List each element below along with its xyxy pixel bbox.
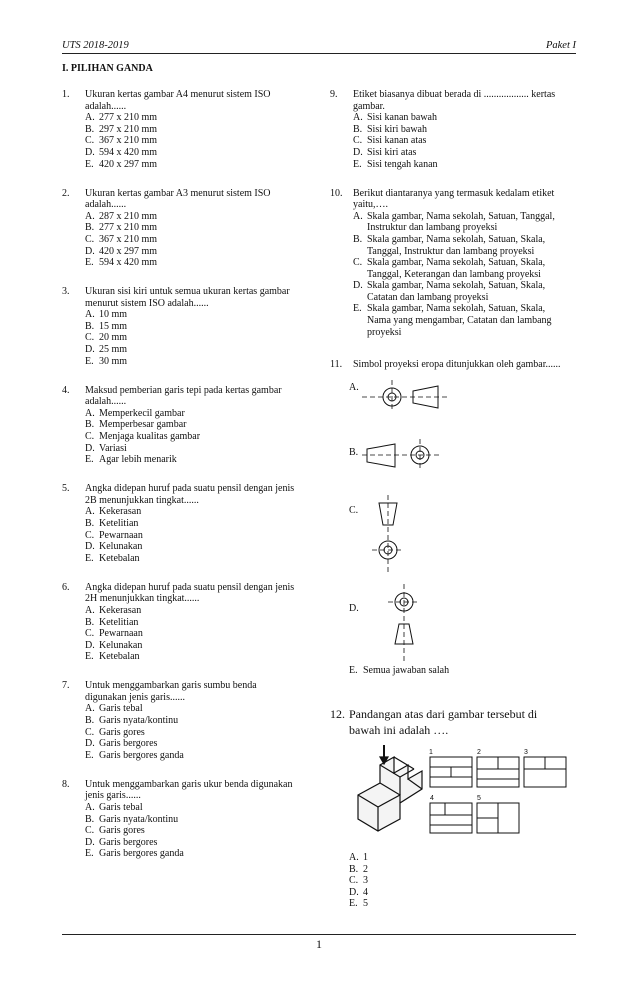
answer-option xyxy=(353,112,582,124)
view-option-drawings xyxy=(430,757,566,833)
answer-option xyxy=(85,257,314,269)
q11-label-d: D. xyxy=(349,603,359,614)
option-text: Skala gambar, Nama sekolah, Satuan, Skala, xyxy=(367,303,546,315)
option-letter: C. xyxy=(85,825,95,837)
question-item xyxy=(62,779,314,860)
question-11 xyxy=(330,359,582,371)
option-text: Kekerasan xyxy=(99,604,142,616)
option-letter: A. xyxy=(85,506,95,518)
figure-label-5: 5 xyxy=(477,795,481,802)
option-text: Garis bergores ganda xyxy=(99,749,184,761)
answer-option xyxy=(349,887,368,899)
question-text-line: bawah ini adalah …. xyxy=(349,723,449,737)
option-text: 277 x 210 mm xyxy=(99,222,158,234)
question-12 xyxy=(330,706,580,738)
figure-label-1: 1 xyxy=(429,749,433,756)
footer-rule xyxy=(62,934,576,935)
option-letter: B. xyxy=(353,123,363,135)
answer-option xyxy=(85,518,314,530)
option-letter: E. xyxy=(85,651,94,663)
option-text: Garis tebal xyxy=(99,802,143,814)
question-text-line: Berikut diantaranya yang termasuk kedalam etiket xyxy=(353,187,555,199)
projection-symbol-a xyxy=(360,378,450,414)
option-text: Tanggal, Instruktur dan lambang proyeksi xyxy=(367,245,535,257)
option-letter: A. xyxy=(85,407,95,419)
answer-option xyxy=(85,408,314,420)
option-letter: E. xyxy=(85,749,94,761)
option-text: Skala gambar, Nama sekolah, Satuan, Skala, xyxy=(367,233,546,245)
option-letter: B. xyxy=(85,715,95,727)
option-text: Garis bergores xyxy=(99,738,158,750)
answer-option xyxy=(85,159,314,171)
option-text: Sisi kiri atas xyxy=(367,146,417,158)
answer-option xyxy=(85,222,314,234)
question-text-line: Etiket biasanya dibuat berada di .................. kertas xyxy=(353,89,556,100)
answer-option xyxy=(85,112,314,124)
option-text: 277 x 210 mm xyxy=(99,112,158,124)
question-text-line: Untuk menggambarkan garis ukur benda digunakan xyxy=(85,778,293,790)
question-number: 1. xyxy=(62,89,70,100)
option-text: Agar lebih menarik xyxy=(99,454,177,466)
answer-option xyxy=(85,321,314,333)
option-text: Garis gores xyxy=(99,726,145,738)
header-exam-title: UTS 2018-2019 xyxy=(62,40,129,51)
question-item xyxy=(330,188,582,339)
answer-option xyxy=(85,750,314,762)
question-text-line: Ukuran kertas gambar A3 menurut sistem ISO xyxy=(85,187,271,199)
option-text: 594 x 420 mm xyxy=(99,146,158,158)
option-text: Ketelitian xyxy=(99,616,139,628)
answer-option xyxy=(349,898,368,910)
option-letter: B. xyxy=(85,419,95,431)
option-letter: B. xyxy=(349,863,359,875)
answer-option xyxy=(85,715,314,727)
page-number: 1 xyxy=(316,937,322,951)
option-text: Ketebalan xyxy=(99,552,140,564)
option-letter: C. xyxy=(349,875,359,886)
option-text: 297 x 210 mm xyxy=(99,123,158,135)
option-text: 367 x 210 mm xyxy=(99,233,158,245)
option-letter: E. xyxy=(85,355,94,367)
answer-option xyxy=(85,640,314,652)
header-package: Paket I xyxy=(545,40,576,51)
option-letter: D. xyxy=(85,146,95,158)
question-item xyxy=(62,680,314,761)
option-text: Garis gores xyxy=(99,825,145,837)
question-item xyxy=(62,582,314,663)
option-text: 15 mm xyxy=(99,320,128,332)
question-text-line: Ukuran kertas gambar A4 menurut sistem ISO xyxy=(85,89,271,100)
question-text-line: Ukuran sisi kiri untuk semua ukuran kertas gambar xyxy=(85,286,290,298)
option-letter: A. xyxy=(353,210,363,222)
question-text-line: Angka didepan huruf pada suatu pensil dengan jenis xyxy=(85,483,295,495)
option-text: 10 mm xyxy=(99,309,128,321)
option-letter: D. xyxy=(85,245,95,257)
option-text: Sisi kanan bawah xyxy=(367,112,437,124)
option-text: Menjaga kualitas gambar xyxy=(99,431,201,443)
option-text: 2 xyxy=(363,863,368,875)
answer-option xyxy=(353,147,582,159)
answer-option xyxy=(353,135,582,147)
answer-option xyxy=(85,825,314,837)
option-letter: E. xyxy=(85,552,94,564)
answer-option xyxy=(85,628,314,640)
option-text: Nama yang mengambar, Catatan dan lambang xyxy=(367,315,552,327)
projection-symbol-b xyxy=(362,437,442,473)
answer-option xyxy=(349,875,368,887)
question-text-line: adalah...... xyxy=(85,199,127,211)
answer-option xyxy=(85,848,314,860)
option-text: Garis tebal xyxy=(99,703,143,715)
option-letter: B. xyxy=(85,616,95,628)
question-item xyxy=(62,89,314,170)
q11-option-e: E. Semua jawaban salah xyxy=(349,665,450,676)
q11-label-b: B. xyxy=(349,447,359,458)
option-text: 287 x 210 mm xyxy=(99,210,158,222)
option-letter: C. xyxy=(85,332,95,344)
question-text-line: Untuk menggambarkan garis sumbu benda xyxy=(85,680,257,692)
answer-option xyxy=(85,651,314,663)
answer-option xyxy=(353,211,582,234)
question-number: 12. xyxy=(330,707,345,721)
question-number: 5. xyxy=(62,483,70,495)
answer-option xyxy=(85,506,314,518)
option-letter: C. xyxy=(85,628,95,640)
option-letter: A. xyxy=(85,703,95,715)
option-letter: C. xyxy=(85,233,95,245)
question-text-line: Maksud pemberian garis tepi pada kertas gambar xyxy=(85,384,282,396)
question-number: 2. xyxy=(62,187,70,199)
option-letter: E. xyxy=(353,158,362,170)
option-text: Ketebalan xyxy=(99,651,140,663)
answer-option xyxy=(85,837,314,849)
figure-label-3: 3 xyxy=(524,749,528,756)
question-text-line: adalah...... xyxy=(85,396,127,408)
question-item xyxy=(62,483,314,564)
q11-label-c: C. xyxy=(349,505,359,516)
option-text: Sisi kiri bawah xyxy=(367,123,427,135)
answer-option xyxy=(85,802,314,814)
option-text: Skala gambar, Nama sekolah, Satuan, Skala, xyxy=(367,257,546,269)
option-letter: C. xyxy=(85,529,95,541)
option-text: 594 x 420 mm xyxy=(99,257,158,269)
option-text: Garis bergores xyxy=(99,836,158,848)
option-letter: B. xyxy=(85,813,95,825)
answer-option xyxy=(349,852,368,864)
option-text: 3 xyxy=(363,875,368,886)
option-text: Garis bergores ganda xyxy=(99,848,184,860)
option-letter: B. xyxy=(85,222,95,234)
answer-option xyxy=(353,303,582,338)
answer-option xyxy=(85,234,314,246)
answer-option xyxy=(85,727,314,739)
projection-symbol-d xyxy=(386,582,422,664)
option-text: 420 x 297 mm xyxy=(99,245,158,257)
question-item xyxy=(62,188,314,269)
option-text: 20 mm xyxy=(99,332,128,344)
question-text: Simbol proyeksi eropa ditunjukkan oleh gambar...... xyxy=(353,359,561,370)
option-letter: A. xyxy=(85,210,95,222)
answer-option xyxy=(85,703,314,715)
option-letter: C. xyxy=(353,257,363,269)
option-text: 420 x 297 mm xyxy=(99,158,158,170)
option-text: Memperkecil gambar xyxy=(99,407,185,419)
option-text: proyeksi xyxy=(367,326,402,338)
option-text: 4 xyxy=(363,886,368,898)
option-letter: E. xyxy=(85,848,94,860)
figure-label-4: 4 xyxy=(430,795,434,802)
answer-option xyxy=(353,280,582,303)
answer-option xyxy=(85,309,314,321)
answer-option xyxy=(353,257,582,280)
question-text-line: 2H menunjukkan tingkat...... xyxy=(85,593,200,605)
question-item xyxy=(62,286,314,367)
right-column xyxy=(330,89,582,338)
answer-option xyxy=(85,617,314,629)
answer-option xyxy=(349,864,368,876)
option-letter: E. xyxy=(85,158,94,170)
question-number: 10. xyxy=(330,187,343,199)
question-item xyxy=(62,385,314,466)
answer-option xyxy=(85,541,314,553)
option-text: Instruktur dan lambang proyeksi xyxy=(367,222,498,234)
answer-option xyxy=(85,135,314,147)
option-letter: A. xyxy=(85,802,95,814)
answer-option xyxy=(85,246,314,258)
option-text: Ketelitian xyxy=(99,517,139,529)
option-letter: D. xyxy=(85,639,95,651)
option-text: Pewarnaan xyxy=(99,529,143,541)
question-number: 9. xyxy=(330,89,338,100)
answer-option xyxy=(85,814,314,826)
option-letter: D. xyxy=(85,442,95,454)
option-text: Pewarnaan xyxy=(99,628,143,640)
question-text-line: 2B menunjukkan tingkat...... xyxy=(85,494,199,506)
question-text-line: jenis garis...... xyxy=(85,790,141,802)
option-letter: C. xyxy=(85,726,95,738)
answer-option xyxy=(85,419,314,431)
answer-option xyxy=(85,553,314,565)
option-letter: B. xyxy=(85,517,95,529)
question-number: 7. xyxy=(62,680,70,692)
option-text: 25 mm xyxy=(99,344,128,356)
answer-option xyxy=(85,738,314,750)
option-text: Kelunakan xyxy=(99,541,143,553)
q11-label-a: A. xyxy=(349,382,359,393)
option-text: Skala gambar, Nama sekolah, Satuan, Tanggal, xyxy=(367,210,555,222)
option-letter: E. xyxy=(85,257,94,269)
question-12-options xyxy=(349,852,368,910)
answer-option xyxy=(85,211,314,223)
answer-option xyxy=(353,159,582,171)
option-letter: D. xyxy=(85,541,95,553)
option-text: 5 xyxy=(363,898,368,909)
option-letter: D. xyxy=(85,836,95,848)
projection-symbol-c xyxy=(370,495,406,577)
option-text: Tanggal, Keterangan dan lambang proyeksi xyxy=(367,268,541,280)
option-text: 1 xyxy=(363,852,368,863)
answer-option xyxy=(85,147,314,159)
option-text: Sisi tengah kanan xyxy=(367,158,438,170)
answer-option xyxy=(85,124,314,136)
answer-option xyxy=(85,443,314,455)
header-rule xyxy=(62,53,576,54)
option-text: Memperbesar gambar xyxy=(99,419,187,431)
option-letter: C. xyxy=(85,135,95,147)
answer-option xyxy=(85,605,314,617)
option-letter: D. xyxy=(85,738,95,750)
option-letter: A. xyxy=(353,112,363,124)
option-text: Garis nyata/kontinu xyxy=(99,715,179,727)
left-column xyxy=(62,89,314,860)
answer-option xyxy=(353,234,582,257)
question-number: 4. xyxy=(62,384,70,396)
section-title: I. PILIHAN GANDA xyxy=(62,63,153,74)
option-letter: A. xyxy=(85,112,95,124)
question-item xyxy=(330,89,582,170)
option-letter: B. xyxy=(85,320,95,332)
answer-option xyxy=(85,332,314,344)
option-letter: A. xyxy=(85,309,95,321)
option-letter: D. xyxy=(85,344,95,356)
question-text-line: adalah...... xyxy=(85,100,127,112)
option-letter: E. xyxy=(85,454,94,466)
question-text-line: yaitu,…. xyxy=(353,199,388,211)
figure-label-2: 2 xyxy=(477,749,481,756)
option-text: Kelunakan xyxy=(99,639,143,651)
question-number: 11. xyxy=(330,359,343,370)
answer-option xyxy=(85,356,314,368)
option-text: Skala gambar, Nama sekolah, Satuan, Skala, xyxy=(367,280,546,292)
question-number: 6. xyxy=(62,581,70,593)
option-text: Kekerasan xyxy=(99,506,142,518)
option-letter: D. xyxy=(349,886,359,898)
option-text: Variasi xyxy=(99,442,127,454)
isometric-view-figure xyxy=(350,745,570,843)
answer-option xyxy=(85,431,314,443)
option-letter: B. xyxy=(353,233,363,245)
option-letter: B. xyxy=(85,123,95,135)
answer-option xyxy=(85,454,314,466)
answer-option xyxy=(85,530,314,542)
option-letter: A. xyxy=(349,852,359,863)
question-text-line: Angka didepan huruf pada suatu pensil dengan jenis xyxy=(85,581,295,593)
answer-option xyxy=(85,344,314,356)
option-text: 367 x 210 mm xyxy=(99,135,158,147)
option-letter: E. xyxy=(349,898,358,909)
option-text: Catatan dan lambang proyeksi xyxy=(367,291,489,303)
answer-option xyxy=(353,124,582,136)
question-text-line: digunakan jenis garis...... xyxy=(85,691,185,703)
question-text-line: Pandangan atas dari gambar tersebut di xyxy=(349,707,538,721)
option-letter: E. xyxy=(353,303,362,315)
option-letter: D. xyxy=(353,280,363,292)
question-text-line: gambar. xyxy=(353,100,385,112)
question-text-line: menurut sistem ISO adalah...... xyxy=(85,297,209,309)
option-text: Sisi kanan atas xyxy=(367,135,427,147)
option-letter: D. xyxy=(353,146,363,158)
question-number: 3. xyxy=(62,286,70,298)
option-text: 30 mm xyxy=(99,355,128,367)
option-text: Garis nyata/kontinu xyxy=(99,813,179,825)
option-letter: A. xyxy=(85,604,95,616)
option-letter: C. xyxy=(85,431,95,443)
question-number: 8. xyxy=(62,778,70,790)
option-letter: C. xyxy=(353,135,363,147)
